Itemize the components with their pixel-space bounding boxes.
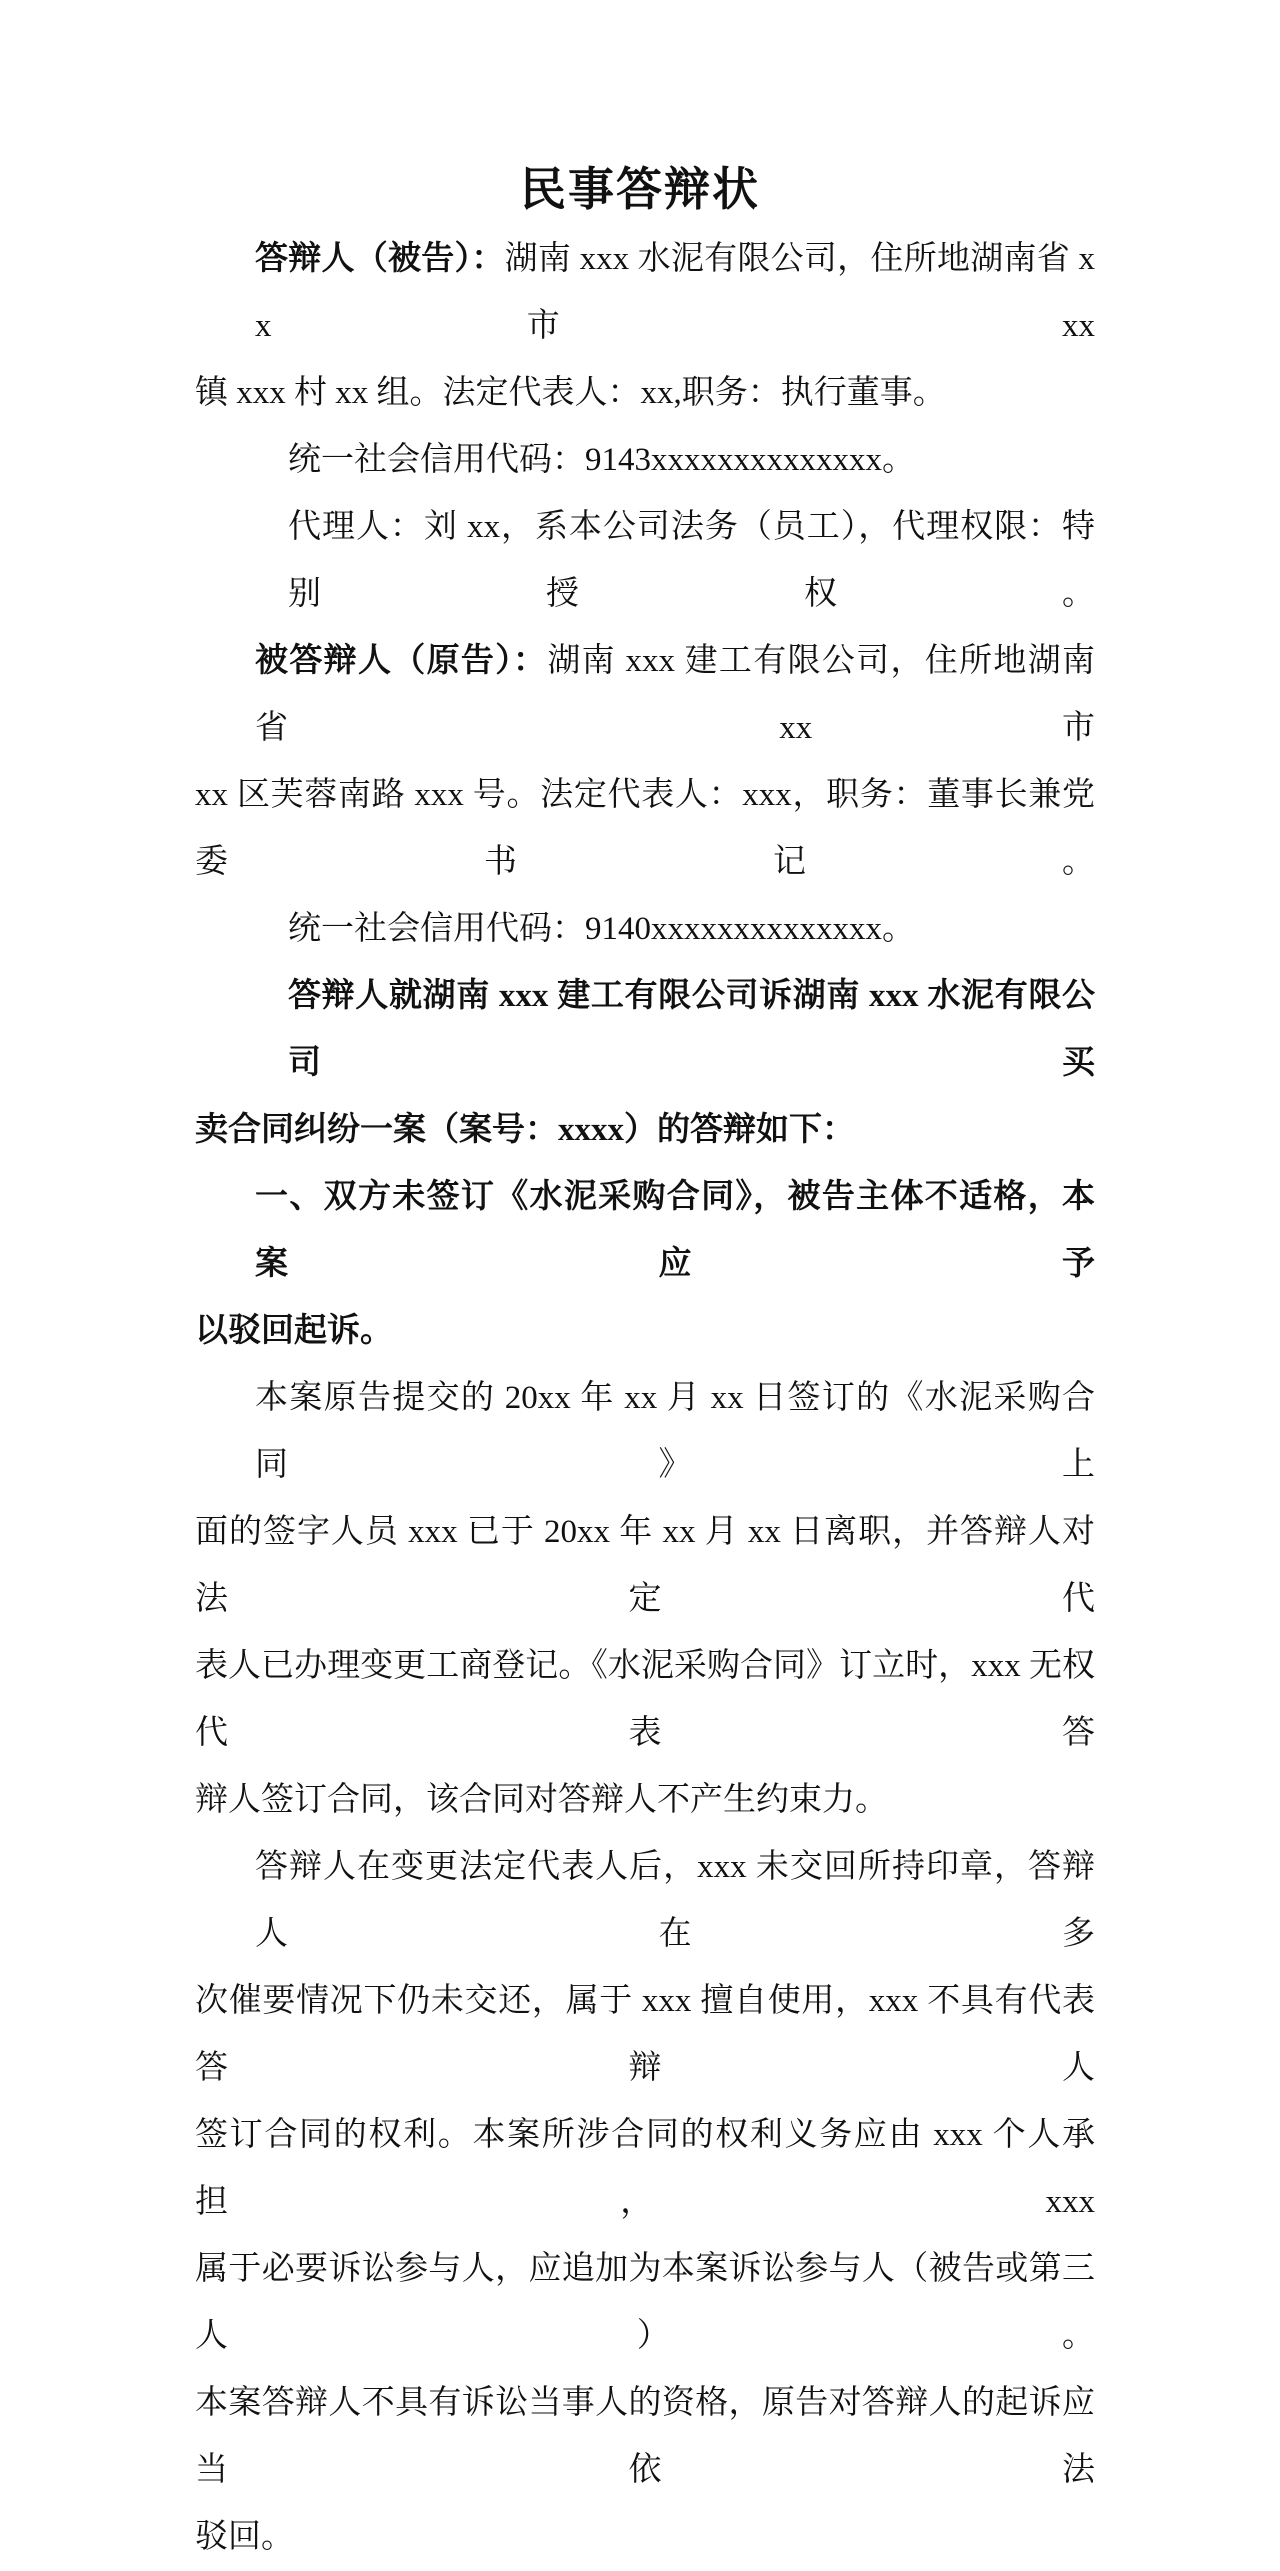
body-text: 湖南 xxx 建工有限公司，住所地湖南省 xx 市 [255,643,1095,746]
text-line [195,2370,1095,2504]
text-line [195,1365,1095,1499]
bold-text: 卖合同纠纷一案（案号：xxxx）的答辩如下： [195,1112,855,1148]
text-line [195,1767,1095,1834]
body-text: 镇 xxx 村 xx 组。法定代表人：xx,职务：执行董事。 [195,375,946,411]
text-line [195,1499,1095,1633]
body-text: 次催要情况下仍未交还，属于 xxx 擅自使用，xxx 不具有代表答辩人 [195,1983,1096,2086]
bold-text: 答辩人（被告）： [255,241,505,277]
text-line [195,427,1095,494]
body-text: 签订合同的权利。本案所涉合同的权利义务应由 xxx 个人承担，xxx [195,2117,1095,2220]
bold-text: 以驳回起诉。 [195,1313,393,1349]
text-line [195,1834,1095,1968]
text-line [195,494,1095,628]
document-title: 民事答辩状 [520,164,760,215]
text-line [195,628,1095,762]
text-line [195,1968,1095,2102]
bold-text: 一、双方未签订《水泥采购合同》，被告主体不适格，本案应予 [255,1179,1095,1282]
text-line [195,1164,1095,1298]
body-text: 表人已办理变更工商登记。《水泥采购合同》订立时，xxx 无权代表答 [195,1648,1095,1751]
text-line [195,1097,1095,1164]
body-text: 面的签字人员 xxx 已于 20xx 年 xx 月 xx 日离职，并答辩人对法定代 [195,1514,1096,1617]
body-text: 辩人签订合同，该合同对答辩人不产生约束力。 [195,1782,888,1818]
bold-text: 被答辩人（原告）： [255,643,548,679]
body-text: 答辩人在变更法定代表人后，xxx 未交回所持印章，答辩人在多 [255,1849,1095,1952]
body-text: xx 区芙蓉南路 xxx 号。法定代表人：xxx，职务：董事长兼党委书记。 [195,777,1095,880]
text-line [195,762,1095,896]
document-body [195,226,1095,2571]
text-line [195,2504,1095,2571]
body-text: 属于必要诉讼参与人，应追加为本案诉讼参与人（被告或第三人）。 [195,2251,1095,2354]
body-text: 统一社会信用代码：9140xxxxxxxxxxxxxx。 [288,911,915,947]
text-line [195,2102,1095,2236]
text-line [195,1298,1095,1365]
body-text: 湖南 xxx 水泥有限公司，住所地湖南省 xx 市 xx [255,241,1096,344]
body-text: 本案原告提交的 20xx 年 xx 月 xx 日签订的《水泥采购合同》上 [255,1380,1095,1483]
text-line [195,963,1095,1097]
body-text: 驳回。 [195,2519,294,2555]
text-line [195,360,1095,427]
text-line [195,226,1095,360]
body-text: 本案答辩人不具有诉讼当事人的资格，原告对答辩人的起诉应当依法 [195,2385,1095,2488]
bold-text: 答辩人就湖南 xxx 建工有限公司诉湖南 xxx 水泥有限公司买 [288,978,1095,1081]
text-line [195,1633,1095,1767]
body-text: 代理人：刘 xx，系本公司法务（员工），代理权限：特别授权。 [288,509,1095,612]
text-line [195,896,1095,963]
text-line [195,2236,1095,2370]
body-text: 统一社会信用代码：9143xxxxxxxxxxxxxx。 [288,442,915,478]
